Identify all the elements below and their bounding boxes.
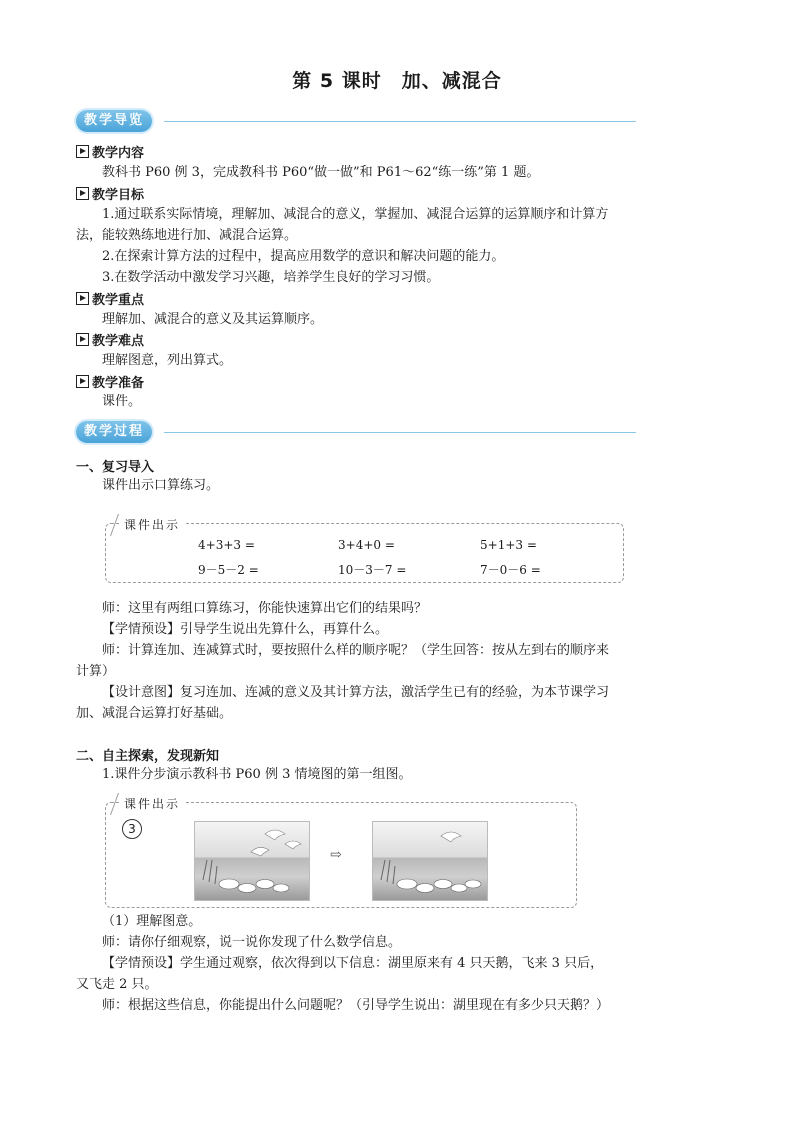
play-icon — [76, 145, 89, 158]
part1-p2: 【学情预设】引导学生说出先算什么，再算什么。 — [102, 622, 389, 637]
formula-3: 5+1+3 = — [480, 538, 537, 552]
arrow-right-icon: ⇨ — [330, 847, 342, 863]
part1-heading: 一、复习导入 — [76, 460, 155, 475]
subhead-label: 教学准备 — [92, 376, 145, 391]
part1-p4: 【设计意图】复习连加、连减的意义及其计算方法，激活学生已有的经验，为本节课学习加、减混合运算打好基础。 — [76, 685, 610, 721]
play-icon — [76, 333, 89, 346]
formula-6: 7－0－6 = — [480, 563, 541, 577]
section-banner-process — [76, 421, 636, 443]
play-icon — [76, 375, 89, 388]
swan-scene-graphic — [195, 822, 309, 900]
courseware-box-2 — [105, 797, 577, 908]
difficult-text: 理解图意，列出算式。 — [102, 353, 233, 368]
subhead-prep — [76, 372, 144, 391]
formula-5: 10－3－7 = — [338, 563, 407, 577]
part1-intro: 课件出示口算练习。 — [102, 478, 220, 493]
part2-p3: 【学情预设】学生通过观察，依次得到以下信息：湖里原来有 4 只天鹅，飞来 3 只后，又飞走 2 只。 — [76, 956, 604, 992]
section-banner-guide — [76, 110, 636, 132]
play-icon — [76, 187, 89, 200]
subhead-label: 教学难点 — [92, 334, 145, 349]
subhead-content — [76, 142, 144, 161]
swan-scene-graphic — [373, 822, 487, 900]
swan-scene-image-1 — [194, 821, 310, 901]
subhead-difficult — [76, 330, 144, 349]
banner-divider — [164, 121, 636, 122]
play-icon — [76, 292, 89, 305]
part2-p1: （1）理解图意。 — [102, 914, 202, 929]
formula-1: 4+3+3 = — [198, 538, 255, 552]
goal-item-1: 1.通过联系实际情境，理解加、减混合的意义，掌握加、减混合运算的运算顺序和计算方法，能较熟练地进行加、减混合运算。 — [76, 207, 609, 243]
part2-p2: 师：请你仔细观察，说一说你发现了什么数学信息。 — [102, 935, 402, 950]
banner-label: 教学导览 — [76, 110, 152, 132]
banner-label: 教学过程 — [76, 421, 152, 443]
example-number: 3 — [122, 819, 142, 839]
prep-text: 课件。 — [102, 394, 142, 409]
subhead-label: 教学目标 — [92, 188, 145, 203]
courseware-box-1 — [105, 518, 624, 583]
part1-p3: 师：计算连加、连减算式时，要按照什么样的顺序呢？（学生回答：按从左到右的顺序来计算） — [76, 643, 610, 679]
subhead-label: 教学内容 — [92, 146, 145, 161]
box-label: 课件出示 — [120, 516, 184, 533]
part2-heading: 二、自主探索，发现新知 — [76, 749, 220, 764]
banner-divider — [164, 432, 636, 433]
part2-intro: 1.课件分步演示教科书 P60 例 3 情境图的第一组图。 — [102, 767, 412, 782]
part1-p1: 师：这里有两组口算练习，你能快速算出它们的结果吗？ — [102, 601, 428, 616]
box-label: 课件出示 — [120, 795, 184, 812]
goal-item-2: 2.在探索计算方法的过程中，提高应用数学的意识和解决问题的能力。 — [102, 249, 505, 264]
formula-4: 9－5－2 = — [198, 563, 259, 577]
goal-item-3: 3.在数学活动中激发学习兴趣，培养学生良好的学习习惯。 — [102, 270, 440, 285]
part2-p4: 师：根据这些信息，你能提出什么问题呢？（引导学生说出：湖里现在有多少只天鹅？） — [102, 998, 610, 1013]
subhead-key — [76, 289, 144, 308]
subhead-goals — [76, 184, 144, 203]
page-title: 第 5 课时 加、减混合 — [292, 70, 502, 92]
subhead-label: 教学重点 — [92, 293, 145, 308]
swan-scene-image-2 — [372, 821, 488, 901]
content-text: 教科书 P60 例 3，完成教科书 P60“做一做”和 P61～62“练一练”第 1 题。 — [102, 165, 540, 180]
key-text: 理解加、减混合的意义及其运算顺序。 — [102, 312, 324, 327]
formula-2: 3+4+0 = — [338, 538, 395, 552]
